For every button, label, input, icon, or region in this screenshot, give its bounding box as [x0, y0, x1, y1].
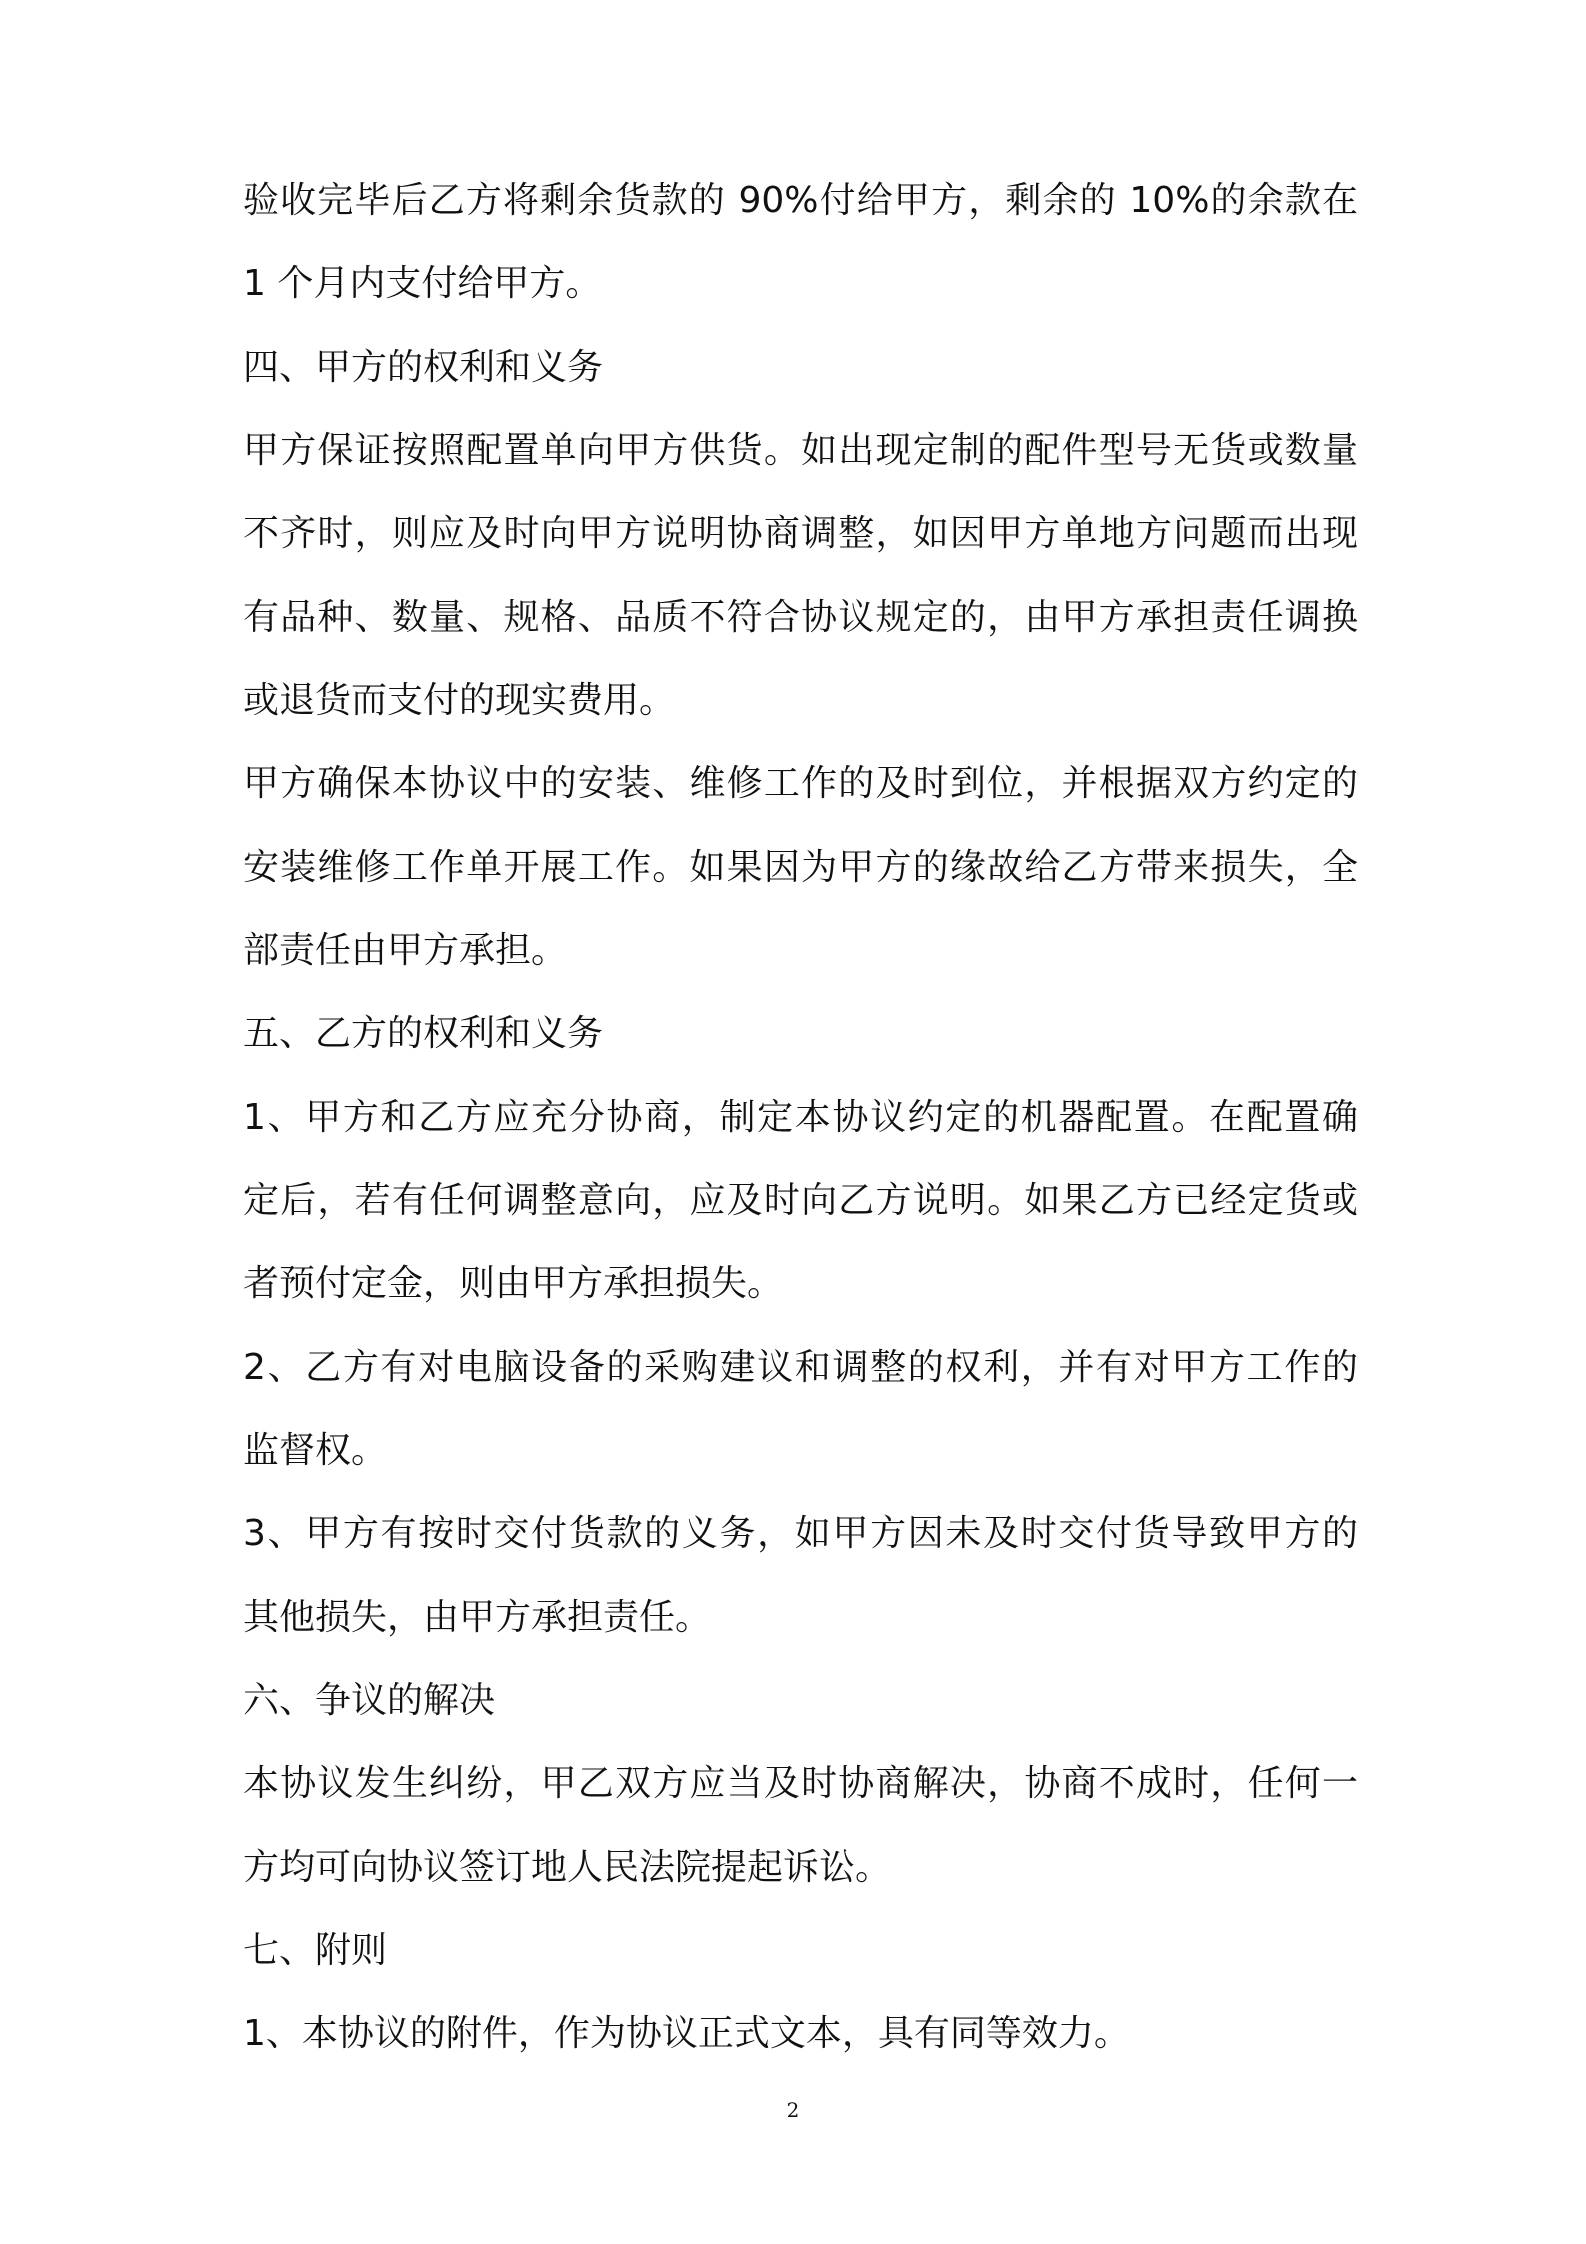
paragraph-line: 1、本协议的附件，作为协议正式文本，具有同等效力。	[243, 2013, 1130, 2054]
paragraph-line: 验收完毕后乙方将剩余货款的 90%付给甲方，剩余的 10%的余款在	[243, 180, 1358, 221]
section-heading: 七、附则	[243, 1930, 388, 1971]
paragraph-line: 方均可向协议签订地人民法院提起诉讼。	[243, 1847, 892, 1888]
section-heading: 四、甲方的权利和义务	[243, 347, 604, 388]
paragraph-line: 甲方保证按照配置单向甲方供货。如出现定制的配件型号无货或数量	[243, 430, 1358, 471]
paragraph-line: 者预付定金，则由甲方承担损失。	[243, 1263, 784, 1304]
paragraph-line: 有品种、数量、规格、品质不符合协议规定的，由甲方承担责任调换	[243, 597, 1358, 638]
paragraph-line: 部责任由甲方承担。	[243, 930, 568, 971]
paragraph-line: 定后，若有任何调整意向，应及时向乙方说明。如果乙方已经定货或	[243, 1180, 1358, 1221]
paragraph-line: 安装维修工作单开展工作。如果因为甲方的缘故给乙方带来损失，全	[243, 847, 1358, 888]
paragraph-line: 本协议发生纠纷，甲乙双方应当及时协商解决，协商不成时，任何一	[243, 1763, 1358, 1804]
paragraph-line: 甲方确保本协议中的安装、维修工作的及时到位，并根据双方约定的	[243, 763, 1358, 804]
paragraph-line: 2、乙方有对电脑设备的采购建议和调整的权利，并有对甲方工作的	[243, 1347, 1358, 1388]
paragraph-line: 不齐时，则应及时向甲方说明协商调整，如因甲方单地方问题而出现	[243, 513, 1358, 554]
paragraph-line: 其他损失，由甲方承担责任。	[243, 1597, 712, 1638]
paragraph-line: 1、甲方和乙方应充分协商，制定本协议约定的机器配置。在配置确	[243, 1097, 1358, 1138]
paragraph-line: 监督权。	[243, 1430, 388, 1471]
page-number: 2	[786, 2098, 800, 2122]
paragraph-line: 或退货而支付的现实费用。	[243, 680, 676, 721]
paragraph-line: 1 个月内支付给甲方。	[243, 263, 602, 304]
section-heading: 六、争议的解决	[243, 1680, 496, 1721]
paragraph-line: 3、甲方有按时交付货款的义务，如甲方因未及时交付货导致甲方的	[243, 1513, 1358, 1554]
section-heading: 五、乙方的权利和义务	[243, 1013, 604, 1054]
